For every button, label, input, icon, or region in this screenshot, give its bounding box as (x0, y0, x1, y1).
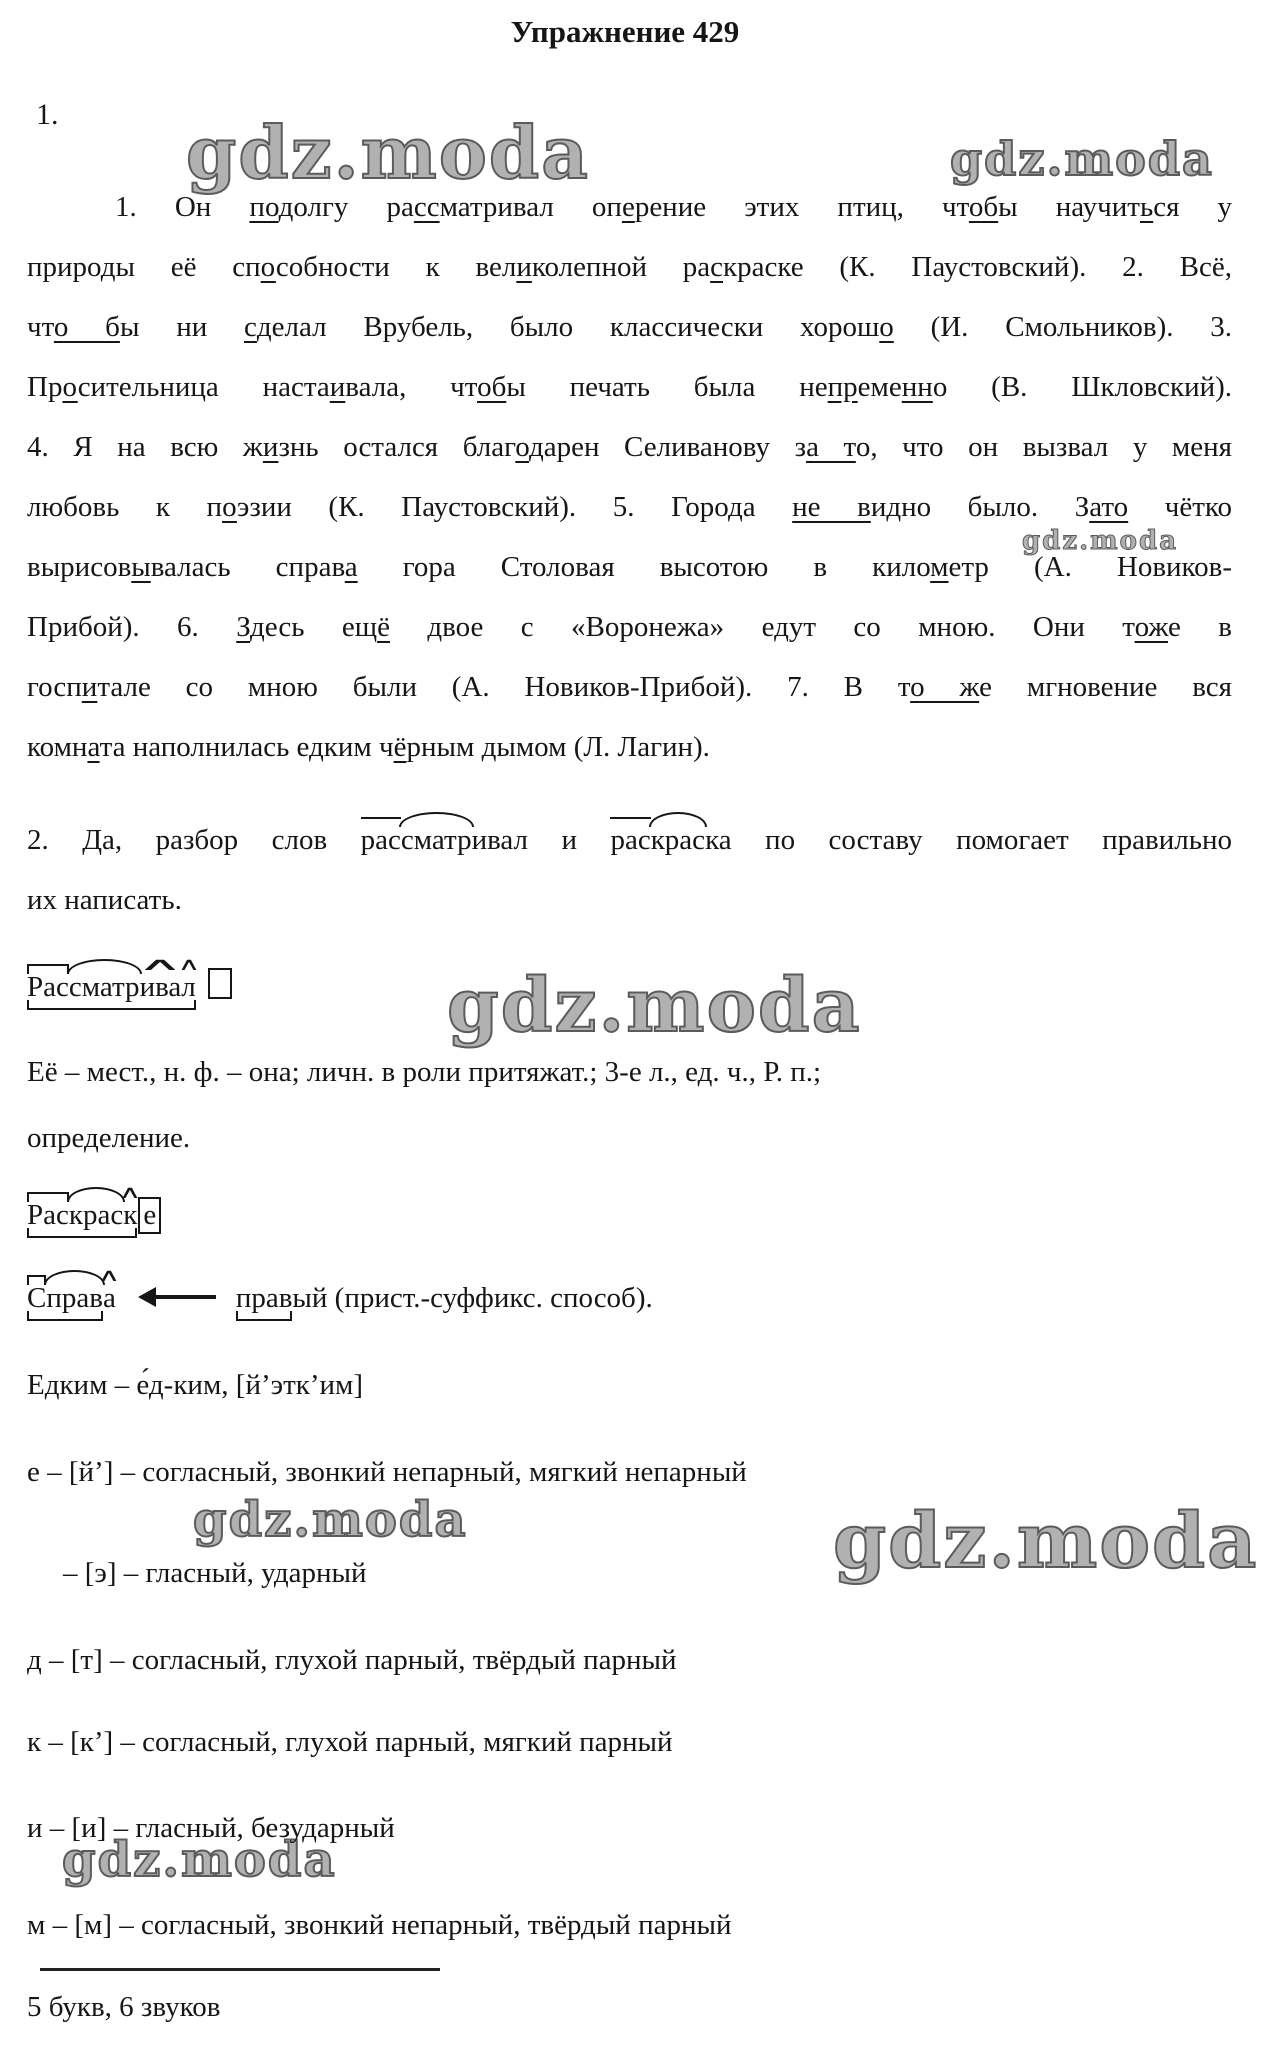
orthogram-underline: пр (827, 371, 858, 403)
text-segment: чётко (1128, 491, 1232, 523)
part2-text: ивал (471, 824, 529, 856)
text-segment: валась справ (150, 551, 345, 583)
orthogram-underline: ё (377, 611, 390, 643)
exercise-title: Упражнение 429 (510, 14, 740, 49)
watermark-gdz-moda-1: gdz.moda (186, 110, 590, 195)
text-segment: эзии (К. Паустовский). 5. Города (236, 491, 793, 523)
text-segment: еме (857, 371, 902, 403)
phonetic-line-d: д – [т] – согласный, глухой парный, твёрдый парный (27, 1644, 677, 1676)
morph-root: крас (68, 1199, 124, 1231)
text-segment: любовь к п (27, 491, 223, 523)
source-word-rest: ый (292, 1282, 328, 1314)
sentence-line (27, 657, 1232, 717)
text-segment: Прибой). 6. (27, 611, 237, 643)
orthogram-underline: ато (1089, 491, 1129, 523)
part2-text: и (528, 824, 611, 856)
morph-root-mark: крас (650, 824, 706, 856)
phonetic-line-k: к – [к’] – согласный, глухой парный, мягкий парный (27, 1726, 673, 1758)
eyo-analysis-line1: Её – мест., н. ф. – она; личн. в роли притяжат.; 3-е л., ед. ч., Р. п.; (27, 1056, 822, 1088)
part2-answer (27, 810, 1232, 930)
morph-prefix: С (27, 1282, 47, 1314)
text-segment: гора Столовая высотою в кило (357, 551, 931, 583)
text-segment: (И. Смольников). 3. (893, 311, 1233, 343)
text-segment: о, что он вызвал у меня (855, 431, 1232, 463)
word-formation-line (27, 1268, 653, 1328)
text-segment: ы научит (998, 191, 1140, 223)
morph-prefix-mark: рас (610, 824, 651, 856)
text-segment: е в (1168, 611, 1232, 643)
morph-root: прав (46, 1282, 103, 1314)
text-segment: ся у (1153, 191, 1233, 223)
orthogram-underline: ож (1134, 611, 1169, 643)
eyo-analysis-line2: определение. (27, 1122, 191, 1154)
text-segment: дарен Селиванову з (528, 431, 807, 463)
left-arrow-icon (142, 1295, 216, 1299)
orthogram-underline: а (344, 551, 358, 583)
orthogram-underline: ё (393, 731, 407, 763)
text-segment: рным дымом (Л. Лагин). (406, 731, 710, 763)
orthogram-underline: об (968, 191, 999, 223)
text-segment: комн (27, 731, 88, 763)
orthogram-underline: о (515, 431, 529, 463)
text-segment: собности к вел (275, 251, 517, 283)
edkim-line: Едким – е́д-ким, [й’этк’им] (27, 1369, 364, 1401)
sentence-line (27, 417, 1232, 477)
text-segment: етр (А. Новиков- (948, 551, 1233, 583)
morph-prefix: Рас (27, 971, 69, 1003)
text-segment: матривал оп (439, 191, 622, 223)
totals-divider (40, 1968, 440, 1971)
text-segment: двое с «Воронежа» едут со мною. Они т (389, 611, 1135, 643)
formation-note: (прист.-суффикс. способ). (327, 1282, 653, 1314)
watermark-gdz-moda-7: gdz.moda (62, 1832, 337, 1888)
orthogram-underline: и (262, 431, 279, 463)
morph-suffix: ∧ а (103, 1282, 116, 1315)
watermark-gdz-moda-4: gdz.moda (447, 963, 862, 1049)
orthogram-underline: о (222, 491, 237, 523)
morph-stem (27, 1282, 103, 1315)
orthogram-underline: об (477, 371, 507, 403)
zero-ending-box (208, 968, 232, 999)
text-segment: тале со мною были (А. Новиков-Прибой). 7. В т (97, 671, 911, 703)
orthogram-underline: ь (1139, 191, 1154, 223)
orthogram-underline: о (260, 251, 276, 283)
text-segment: Пр (27, 371, 63, 403)
sentence-line (27, 477, 1232, 537)
text-segment: вала, чт (345, 371, 478, 403)
watermark-gdz-moda-6: gdz.moda (833, 1496, 1259, 1585)
morph-suffix: ∧ ива (140, 971, 182, 1004)
morph-root-mark: сматр (400, 824, 472, 856)
orthogram-underline: по (249, 191, 279, 223)
phonetic-line-i: и – [и] – гласный, безударный (27, 1812, 395, 1844)
orthogram-underline: ы (131, 551, 151, 583)
morpheme-word-raskraske (27, 1185, 161, 1245)
orthogram-underline: о ж (910, 671, 980, 703)
text-segment: та наполнилась едким ч (99, 731, 394, 763)
text-segment: идно было. З (870, 491, 1090, 523)
text-segment: рение этих птиц, чт (634, 191, 969, 223)
text-segment: ы ни (119, 311, 245, 343)
watermark-gdz-moda-3: gdz.moda (1022, 526, 1179, 556)
watermark-gdz-moda-5: gdz.moda (193, 1492, 468, 1548)
orthogram-underline: З (236, 611, 251, 643)
orthogram-underline: о б (53, 311, 120, 343)
text-segment: госп (27, 671, 82, 703)
sentence-line (27, 177, 1232, 237)
sentence-line (27, 537, 1232, 597)
text-segment: ы печать была не (506, 371, 828, 403)
source-word-root: прав (235, 1282, 293, 1314)
sentence-line (27, 717, 1232, 777)
watermark-gdz-moda-2: gdz.moda (950, 132, 1214, 186)
orthogram-underline: о (879, 311, 894, 343)
part2-text: 2. Да, разбор слов (27, 824, 361, 856)
part2-text: по составу помогает правильно (731, 824, 1232, 856)
morph-prefix-mark: рас (360, 824, 401, 856)
phonetic-line-e2: – [э] – гласный, ударный (63, 1557, 367, 1589)
sentence-line (27, 597, 1232, 657)
totals-line: 5 букв, 6 звуков (27, 1991, 221, 2023)
text-segment: 4. Я на всю ж (27, 431, 263, 463)
text-segment: делал Врубель, было классически хорош (256, 311, 880, 343)
text-segment: сительница наста (77, 371, 330, 403)
morph-suffix: ∧ л (181, 971, 195, 1004)
sentence-line (27, 237, 1232, 297)
morph-suffix: ∧ к (123, 1199, 137, 1232)
part2-text: ка (705, 824, 732, 856)
text-segment: е мгновение вся (979, 671, 1233, 703)
orthogram-underline: м (930, 551, 949, 583)
orthogram-underline: а (87, 731, 100, 763)
morpheme-word-rassmatrival (27, 957, 232, 1017)
orthogram-underline: нн (901, 371, 933, 403)
orthogram-underline: и (329, 371, 346, 403)
orthogram-underline: и (81, 671, 98, 703)
orthogram-underline: а т (806, 431, 856, 463)
morph-prefix: Рас (27, 1199, 69, 1231)
text-segment: знь остался благ (278, 431, 516, 463)
text-segment: 1. Он (115, 191, 250, 223)
text-segment: долгу ра (278, 191, 414, 223)
orthogram-underline: с (244, 311, 257, 343)
text-segment: вырисов (27, 551, 132, 583)
sentence-line (27, 357, 1232, 417)
orthogram-underline: и (516, 251, 532, 283)
sentence-line (27, 297, 1232, 357)
part1-label: 1. (36, 98, 59, 131)
text-segment: чт (27, 311, 54, 343)
morph-stem (27, 1199, 137, 1232)
morph-root: сматр (68, 971, 140, 1003)
orthogram-underline: о (62, 371, 78, 403)
sentences-paragraph (27, 177, 1232, 777)
orthogram-underline: с (710, 251, 724, 283)
phonetic-line-m: м – [м] – согласный, звонкий непарный, твёрдый парный (27, 1909, 732, 1941)
text-segment: колепной ра (531, 251, 711, 283)
text-segment: краске (К. Паустовский). 2. Всё, (723, 251, 1232, 283)
orthogram-underline: е (621, 191, 635, 223)
phonetic-line-e: е – [й’] – согласный, звонкий непарный, мягкий непарный (27, 1456, 747, 1488)
text-segment: о (В. Шкловский). (932, 371, 1233, 403)
part2-line1 (27, 810, 1232, 870)
text-segment: природы её сп (27, 251, 261, 283)
morph-stem (27, 971, 196, 1004)
text-segment: десь ещ (250, 611, 378, 643)
ending-box: е (138, 1197, 161, 1234)
orthogram-underline: сс (413, 191, 440, 223)
orthogram-underline: не в (792, 491, 871, 523)
part2-line2: их написать. (27, 884, 182, 916)
